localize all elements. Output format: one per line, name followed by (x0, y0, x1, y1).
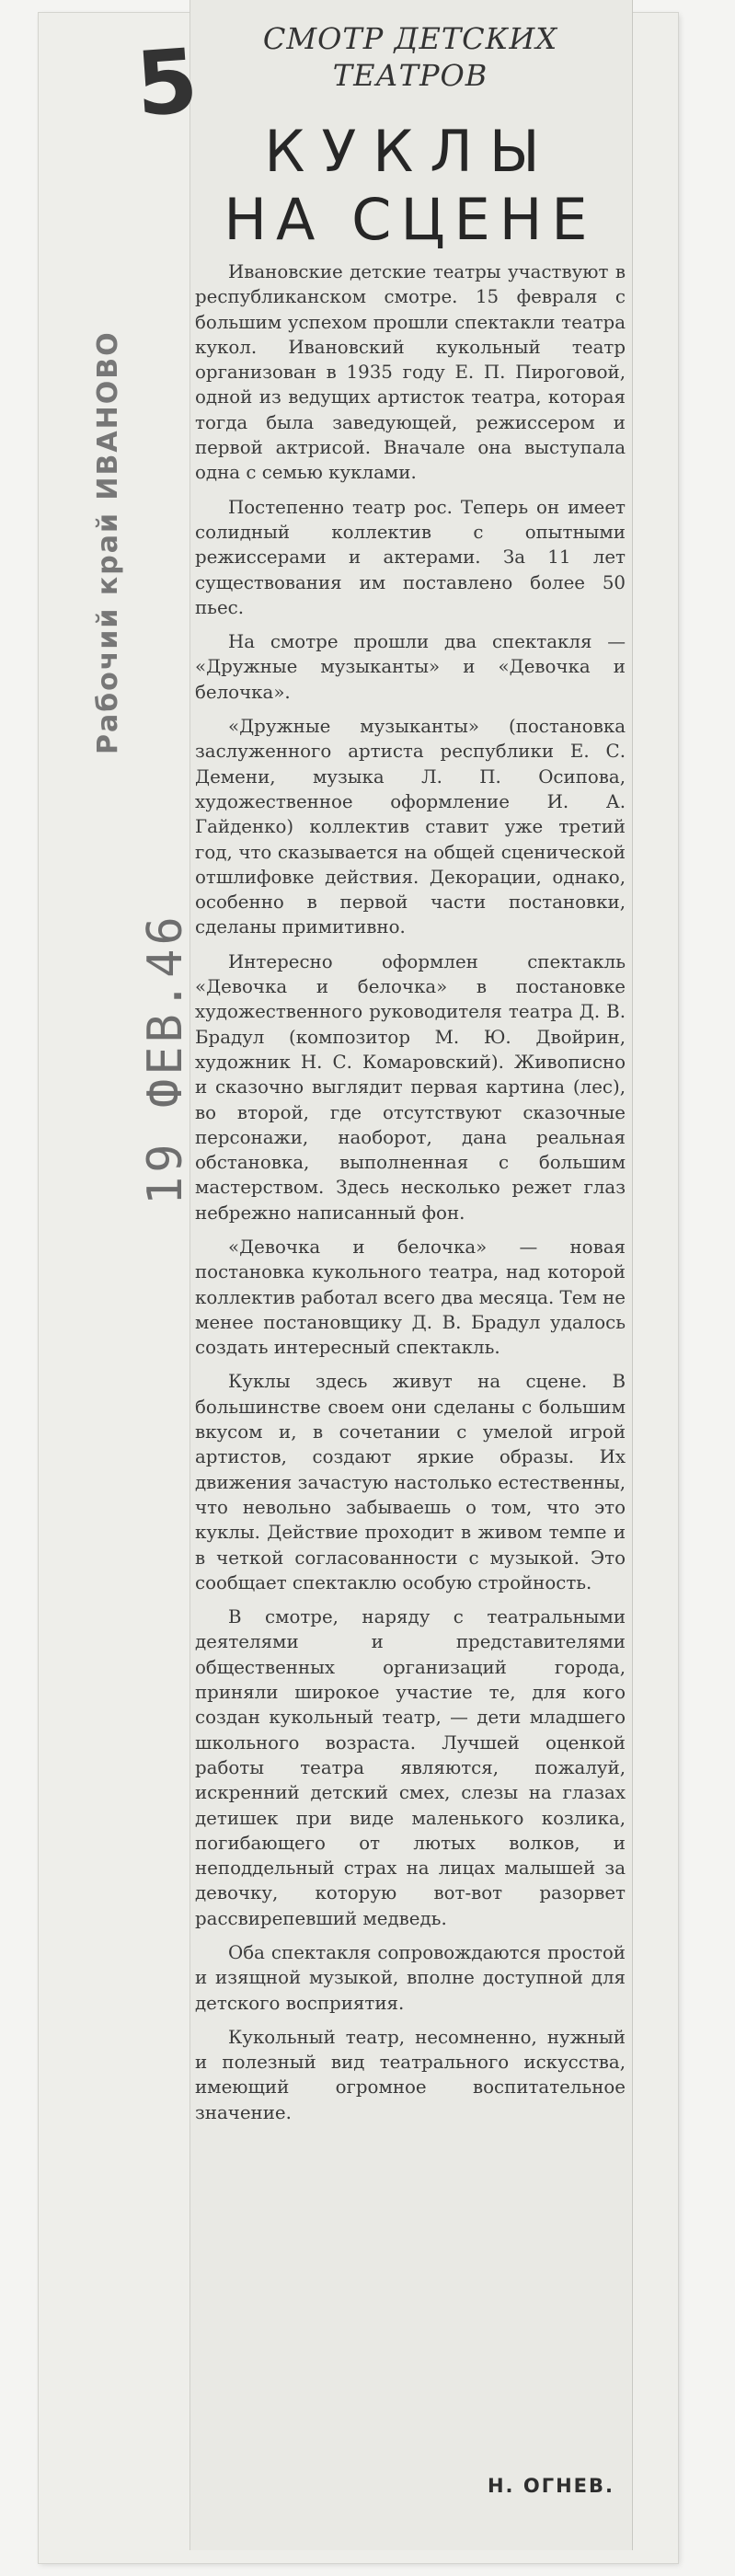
rubric-line: СМОТР ДЕТСКИХ (262, 21, 558, 56)
paragraph: Оба спектакля сопровождаются простой и изящной музыкой, вполне доступной для детского восприятия. (195, 1942, 626, 2014)
paragraph: В смотре, наряду с театральными деятелями и представителями общественных организаций города, приняли широкое участие те, для кого создан кукольный театр, — дети младшего школьного возраста. Лучшей оценкой работы театра являются, пожалуй, искренний детский смех, слезы на глазах детишек при виде маленького козлика, погибающего от лютых волков, и неподдельный страх на лицах малышей за девочку, которую вот-вот разорвет рассвирепевший медведь. (195, 1606, 626, 1929)
rubric-heading (189, 20, 631, 94)
paragraph: Куклы здесь живут на сцене. В большинстве своем они сделаны с большим вкусом и, в сочетании с умелой игрой артистов, создают яркие образы. Их движения зачастую настолько естественны, что невольно забываешь о том, что это куклы. Действие проходит в живом темпе и в четкой согласованности с музыкой. Это сообщает спектаклю особую стройность. (195, 1371, 626, 1593)
paragraph: Кукольный театр, несомненно, нужный и полезный вид театрального искусства, имеющий огромное воспитательное значение. (195, 2026, 626, 2123)
newspaper-name-stamp: Рабочий край ИВАНОВО (92, 330, 124, 754)
author-signature: Н. ОГНЕВ. (487, 2475, 614, 2497)
rubric-line: ТЕАТРОВ (332, 58, 488, 93)
article-headline (189, 118, 631, 254)
paragraph: Ивановские детские театры участвуют в республиканском смотре. 15 февраля с большим успехом прошли спектакли театра кукол. Ивановский кукольный театр организован в 1935 году Е. П. Пироговой, одной из ведущих артисток театра, которая тогда была заведующей, режиссером и первой актрисой. Вначале она выступала одна с семью куклами. (195, 261, 626, 484)
paragraph: «Дружные музыканты» (постановка заслуженного артиста республики Е. С. Демени, музыка Л. П. Осипова, художественное оформление И. А. Гайденко) коллектив ставит уже третий год, что сказывается на общей сценической отшлифовке действия. Декорации, однако, особенно в первой части постановки, сделаны примитивно. (195, 716, 626, 938)
date-stamp: 19 ФЕВ.46 (138, 913, 193, 1205)
paragraph: Постепенно театр рос. Теперь он имеет солидный коллектив с опытными режиссерами и актерами. За 11 лет существования им поставлено более 50 пьес. (195, 496, 626, 618)
paragraph: «Девочка и белочка» — новая постановка кукольного театра, над которой коллектив работал всего два месяца. Тем не менее постановщику Д. В. Брадул удалось создать интересный спектакль. (195, 1236, 626, 1359)
handwritten-number: 5 (132, 29, 201, 137)
article-body (195, 259, 626, 2134)
headline-line: КУКЛЫ (264, 118, 557, 185)
headline-line: НА СЦЕНЕ (224, 186, 597, 253)
paragraph: Интересно оформлен спектакль «Девочка и белочка» в постановке художественного руководителя театра Д. В. Брадул (композитор М. Ю. Двойрин, художник Н. С. Комаровский). Живописно и сказочно выглядит первая картина (лес), во второй, где отсутствуют сказочные персонажи, наоборот, дана реальная обстановка, выполненная с большим мастерством. Здесь несколько режет глаз небрежно написанный фон. (195, 950, 626, 1224)
paragraph: На смотре прошли два спектакля — «Дружные музыканты» и «Девочка и белочка». (195, 631, 626, 703)
